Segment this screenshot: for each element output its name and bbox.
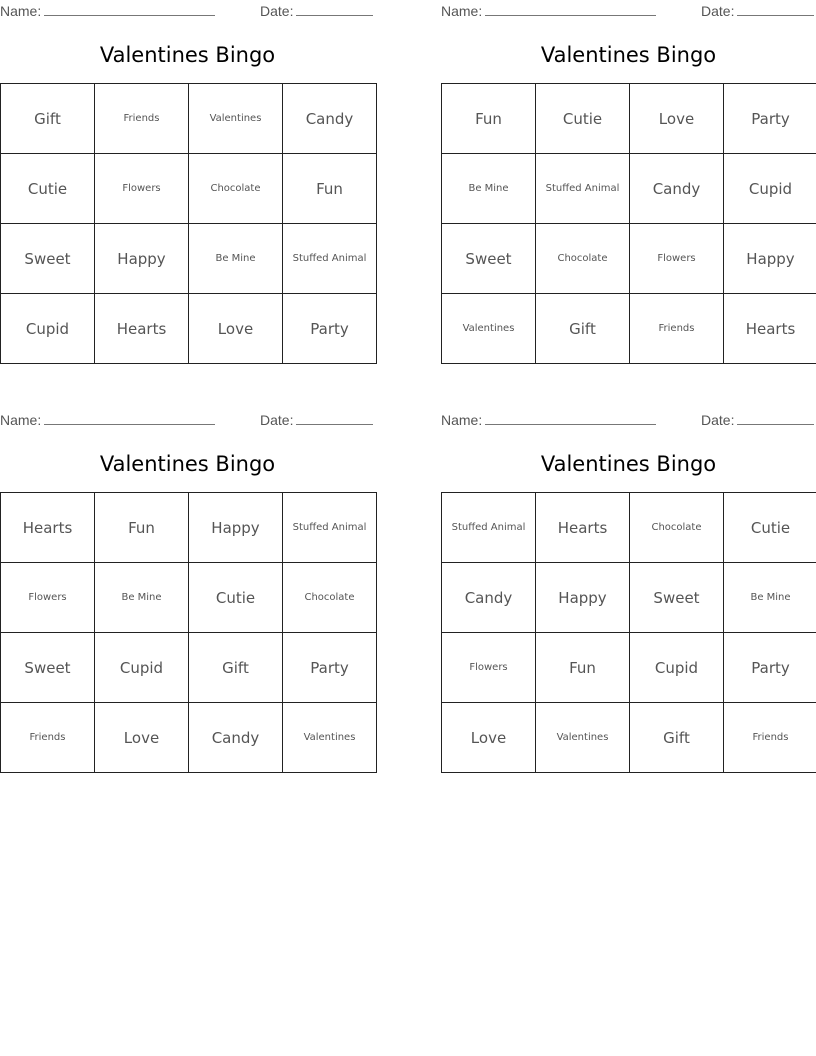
bingo-cell: Candy <box>442 563 536 633</box>
bingo-cell: Chocolate <box>189 154 283 224</box>
bingo-cell: Happy <box>536 563 630 633</box>
bingo-cell: Fun <box>95 493 189 563</box>
name-field[interactable] <box>441 2 656 20</box>
grid-row <box>442 154 816 224</box>
bingo-cell: Sweet <box>630 563 724 633</box>
grid-row <box>1 633 377 703</box>
bingo-cell: Chocolate <box>536 224 630 294</box>
grid-row <box>442 84 816 154</box>
bingo-grid <box>441 492 816 773</box>
bingo-cell: Gift <box>189 633 283 703</box>
bingo-cell: Happy <box>95 224 189 294</box>
grid-row <box>1 294 377 364</box>
grid-row <box>442 294 816 364</box>
bingo-cell: Valentines <box>283 703 377 773</box>
date-field[interactable] <box>701 411 814 429</box>
bingo-cell: Candy <box>189 703 283 773</box>
grid-row <box>1 703 377 773</box>
grid-row <box>1 493 377 563</box>
bingo-grid <box>0 83 377 364</box>
bingo-cell: Sweet <box>442 224 536 294</box>
date-field[interactable] <box>260 411 373 429</box>
bingo-cell: Party <box>283 294 377 364</box>
bingo-cell: Hearts <box>536 493 630 563</box>
bingo-cell: Friends <box>1 703 95 773</box>
bingo-cell: Love <box>189 294 283 364</box>
date-blank-line[interactable] <box>296 2 373 16</box>
date-blank-line[interactable] <box>737 411 814 425</box>
bingo-card-1 <box>0 0 375 360</box>
card-title: Valentines Bingo <box>540 43 717 67</box>
bingo-cell: Cupid <box>630 633 724 703</box>
bingo-cell: Hearts <box>95 294 189 364</box>
name-blank-line[interactable] <box>485 2 656 16</box>
bingo-cell: Fun <box>536 633 630 703</box>
bingo-cell: Be Mine <box>189 224 283 294</box>
bingo-cell: Chocolate <box>283 563 377 633</box>
bingo-cell: Flowers <box>95 154 189 224</box>
bingo-cell: Valentines <box>536 703 630 773</box>
card-title: Valentines Bingo <box>99 43 276 67</box>
bingo-cell: Hearts <box>1 493 95 563</box>
bingo-cell: Cupid <box>1 294 95 364</box>
card-title: Valentines Bingo <box>540 452 717 476</box>
bingo-cell: Chocolate <box>630 493 724 563</box>
bingo-cell: Friends <box>630 294 724 364</box>
grid-row <box>1 84 377 154</box>
date-label: Date: <box>701 3 735 19</box>
bingo-cell: Candy <box>630 154 724 224</box>
bingo-cell: Love <box>95 703 189 773</box>
bingo-cell: Sweet <box>1 224 95 294</box>
bingo-card-2 <box>441 0 816 360</box>
name-blank-line[interactable] <box>44 2 215 16</box>
bingo-cell: Stuffed Animal <box>442 493 536 563</box>
grid-row <box>1 154 377 224</box>
bingo-cell: Sweet <box>1 633 95 703</box>
name-label: Name: <box>0 412 42 428</box>
bingo-cell: Love <box>630 84 724 154</box>
name-field[interactable] <box>0 411 215 429</box>
bingo-cell: Valentines <box>442 294 536 364</box>
bingo-cell: Stuffed Animal <box>283 493 377 563</box>
grid-row <box>442 224 816 294</box>
bingo-card-3 <box>0 409 375 769</box>
grid-row <box>1 224 377 294</box>
bingo-cell: Gift <box>630 703 724 773</box>
bingo-cell: Cutie <box>189 563 283 633</box>
bingo-cell: Flowers <box>630 224 724 294</box>
bingo-cell: Fun <box>283 154 377 224</box>
bingo-card-4 <box>441 409 816 769</box>
bingo-cell: Cupid <box>724 154 816 224</box>
bingo-cell: Gift <box>1 84 95 154</box>
date-label: Date: <box>260 3 294 19</box>
grid-row <box>442 703 816 773</box>
bingo-cell: Be Mine <box>95 563 189 633</box>
bingo-cell: Stuffed Animal <box>536 154 630 224</box>
bingo-cell: Gift <box>536 294 630 364</box>
name-label: Name: <box>0 3 42 19</box>
name-field[interactable] <box>441 411 656 429</box>
name-label: Name: <box>441 3 483 19</box>
grid-row <box>442 633 816 703</box>
bingo-cell: Hearts <box>724 294 816 364</box>
bingo-cell: Cupid <box>95 633 189 703</box>
bingo-cell: Be Mine <box>442 154 536 224</box>
bingo-cell: Party <box>283 633 377 703</box>
bingo-cell: Happy <box>189 493 283 563</box>
name-blank-line[interactable] <box>485 411 656 425</box>
card-title: Valentines Bingo <box>99 452 276 476</box>
bingo-cell: Flowers <box>442 633 536 703</box>
bingo-cell: Stuffed Animal <box>283 224 377 294</box>
bingo-cell: Happy <box>724 224 816 294</box>
grid-row <box>442 563 816 633</box>
bingo-cell: Cutie <box>724 493 816 563</box>
date-blank-line[interactable] <box>737 2 814 16</box>
bingo-cell: Friends <box>724 703 816 773</box>
grid-row <box>1 563 377 633</box>
date-field[interactable] <box>260 2 373 20</box>
bingo-cell: Valentines <box>189 84 283 154</box>
bingo-grid <box>441 83 816 364</box>
bingo-cell: Fun <box>442 84 536 154</box>
name-label: Name: <box>441 412 483 428</box>
grid-row <box>442 493 816 563</box>
date-blank-line[interactable] <box>296 411 373 425</box>
bingo-cell: Cutie <box>536 84 630 154</box>
bingo-grid <box>0 492 377 773</box>
bingo-cell: Party <box>724 633 816 703</box>
bingo-cell: Flowers <box>1 563 95 633</box>
name-blank-line[interactable] <box>44 411 215 425</box>
bingo-cell: Friends <box>95 84 189 154</box>
bingo-cell: Be Mine <box>724 563 816 633</box>
bingo-cell: Party <box>724 84 816 154</box>
bingo-cell: Candy <box>283 84 377 154</box>
date-label: Date: <box>701 412 735 428</box>
date-label: Date: <box>260 412 294 428</box>
bingo-cell: Love <box>442 703 536 773</box>
bingo-cell: Cutie <box>1 154 95 224</box>
name-field[interactable] <box>0 2 215 20</box>
date-field[interactable] <box>701 2 814 20</box>
